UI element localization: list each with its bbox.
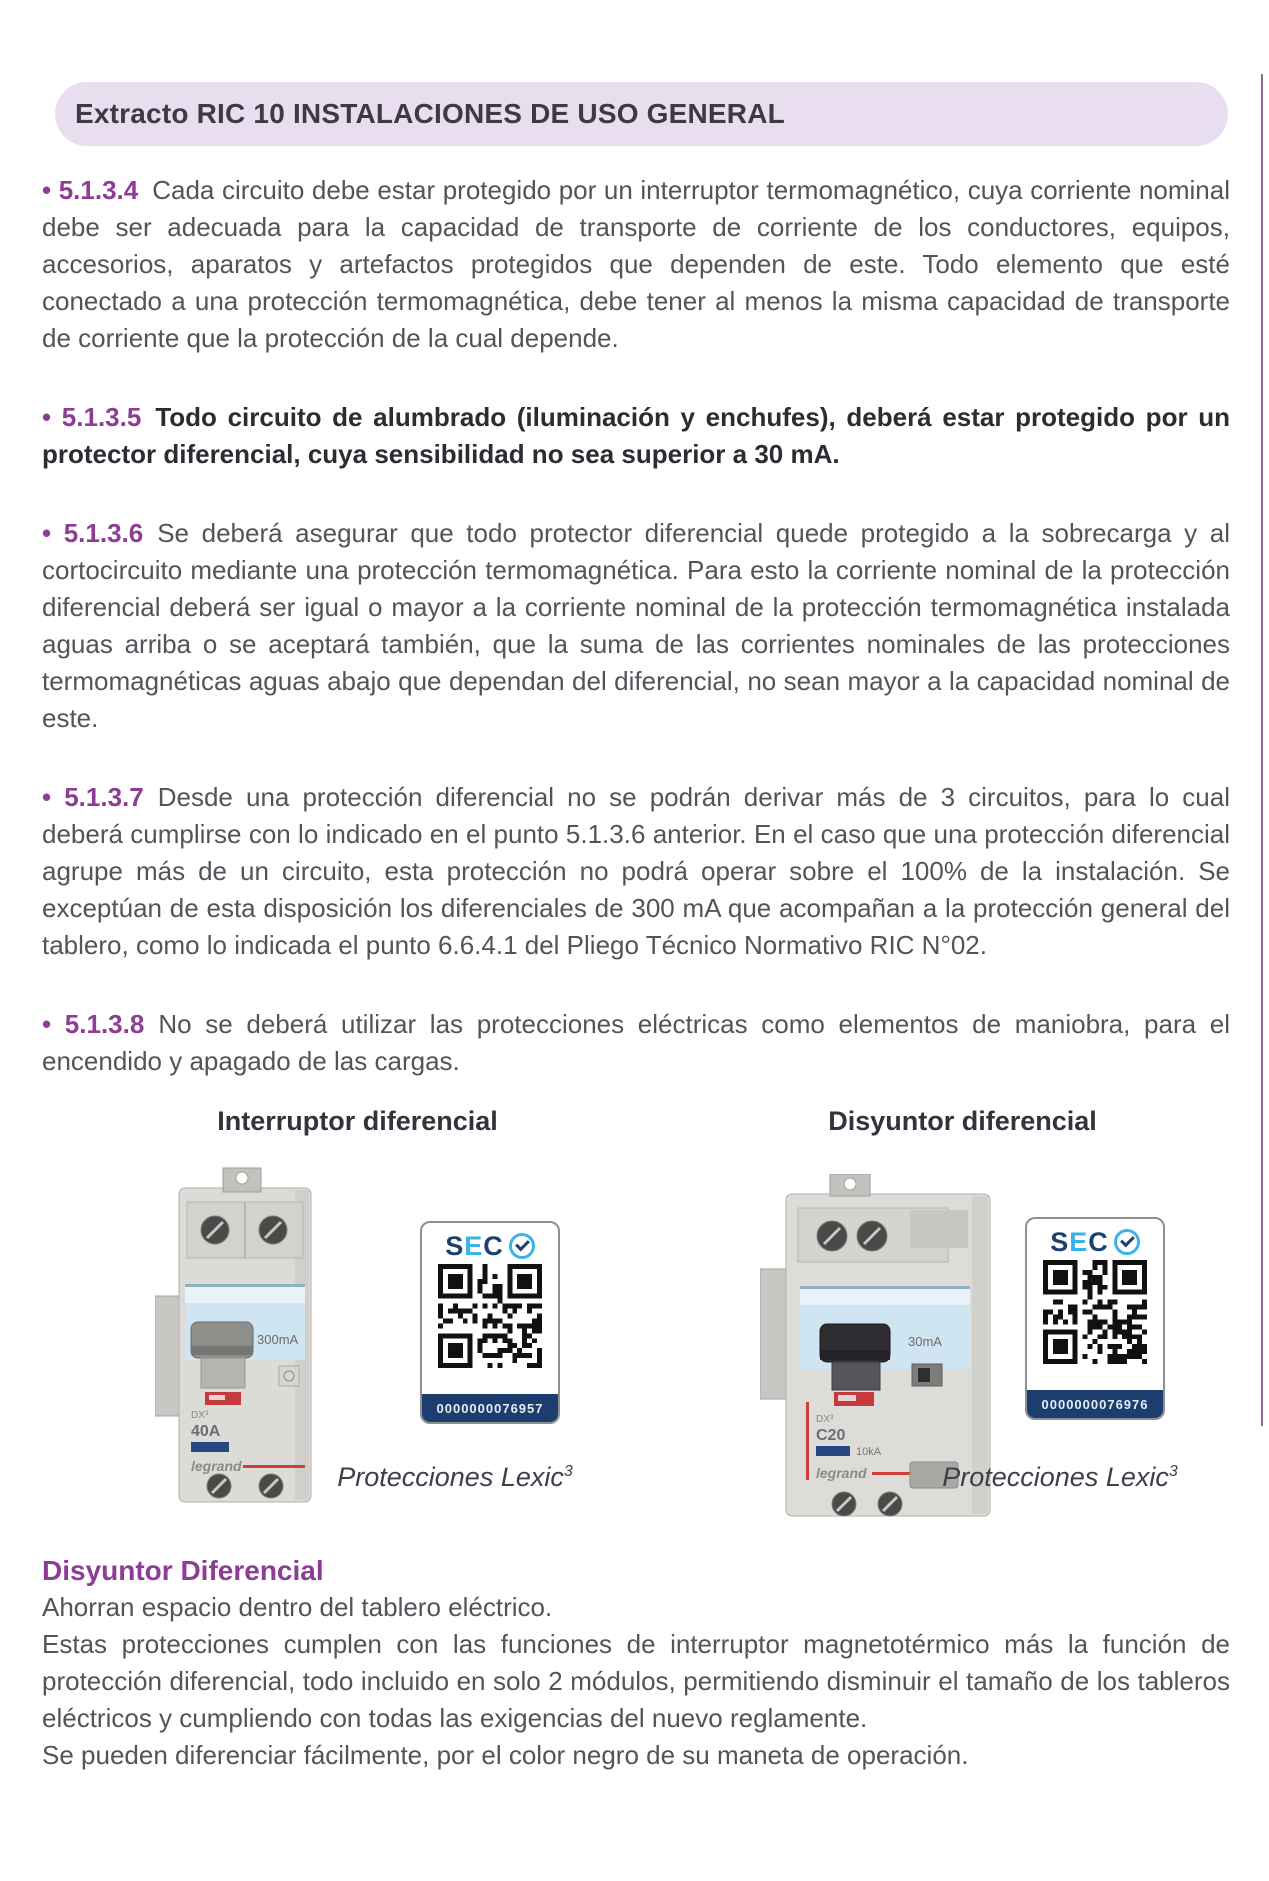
model-marking: DX³ <box>816 1414 834 1425</box>
clause-number: 5.1.3.6 <box>63 518 144 548</box>
clause-text: Todo circuito de alumbrado (iluminación y enchufes), deberá estar protegido por un protector diferencial, cuya sensibilidad no sea superior a 30 mA. <box>42 402 1231 469</box>
subsection-line: Se pueden diferenciar fácilmente, por el color negro de su maneta de operación. <box>42 1740 969 1770</box>
caption-text: Protecciones Lexic <box>337 1462 564 1492</box>
sec-logo-letter: E <box>1069 1227 1089 1257</box>
subsection-paragraph: Estas protecciones cumplen con las funciones de interruptor magnetotérmico más la función de protección diferencial, todo incluido en solo 2 módulos, permitiendo disminuir el tamaño de los tableros eléctricos y cumpliendo con todas las exigencias del nuevo reglamente. <box>42 1629 1230 1733</box>
section-header-bar <box>55 82 1228 146</box>
clause-number: 5.1.3.4 <box>58 175 139 205</box>
clause-text: Se deberá asegurar que todo protector diferencial quede protegido a la sobrecarga y al cortocircuito mediante una protección termomagnética. Para esto la corriente nominal de la protección diferencial deberá ser igual o mayor a la corriente nominal de la protección termomagnética instalada aguas arriba o se aceptará también, que la suma de las corrientes nominales de las protecciones termomagnéticas aguas abajo que dependan del diferencial, no sean mayor a la capacidad nominal de este. <box>42 518 1230 733</box>
check-icon <box>1114 1229 1140 1255</box>
caption-superscript: 3 <box>563 1463 573 1480</box>
brand-marking: legrand <box>191 1458 242 1474</box>
figure-interruptor-diferencial <box>155 1094 573 1536</box>
sec-qr-card <box>1025 1217 1165 1420</box>
bullet-marker: • <box>42 1009 52 1039</box>
clause-5137 <box>42 779 1230 964</box>
bullet-marker: • <box>42 402 52 432</box>
subsection-line: Ahorran espacio dentro del tablero eléctrico. <box>42 1592 553 1622</box>
sec-logo-letter: S <box>1050 1227 1070 1257</box>
caption-superscript: 3 <box>1168 1463 1178 1480</box>
figure-caption <box>335 1462 575 1493</box>
sec-logo-letter: C <box>483 1231 504 1261</box>
bullet-marker: • <box>42 175 52 205</box>
figure-title: Interruptor diferencial <box>217 1106 498 1136</box>
brand-marking: legrand <box>816 1465 867 1481</box>
check-icon <box>509 1233 535 1259</box>
product-figures-row <box>0 1094 1269 1536</box>
figure-title: Disyuntor diferencial <box>828 1106 1097 1136</box>
figure-disyuntor-diferencial <box>760 1094 1178 1536</box>
body-text-column <box>0 172 1269 1080</box>
clause-5138 <box>42 1006 1230 1080</box>
bottom-section <box>0 1552 1269 1774</box>
sec-logo <box>1050 1226 1140 1258</box>
sec-logo <box>445 1230 535 1262</box>
clause-text: Desde una protección diferencial no se podrán derivar más de 3 circuitos, para lo cual deberá cumplirse con lo indicado en el punto 5.1.3.6 anterior. En el caso que una protección diferencial agrupe más de un circuito, esta protección no podrá operar sobre el 100% de la instalación. Se exceptúan de esta disposición los diferenciales de 300 mA que acompañan a la protección general del tablero, como lo indicada el punto 6.6.4.1 del Pliego Técnico Normativo RIC N°02. <box>42 782 1230 960</box>
model-marking: DX³ <box>191 1410 209 1421</box>
rating-marking: C20 <box>816 1427 846 1444</box>
clause-5134 <box>42 172 1230 357</box>
clause-5136 <box>42 515 1230 737</box>
qr-number: 0000000076976 <box>1041 1396 1149 1412</box>
rating-marking: 40A <box>191 1423 221 1440</box>
sec-logo-letter: S <box>445 1231 465 1261</box>
circuit-breaker-image <box>155 1166 313 1504</box>
bullet-marker: • <box>42 518 52 548</box>
sec-logo-letter: E <box>464 1231 484 1261</box>
clause-number: 5.1.3.7 <box>64 782 144 812</box>
qr-number-bar <box>1027 1390 1163 1418</box>
qr-code <box>1043 1260 1147 1364</box>
qr-code <box>438 1264 542 1368</box>
sec-qr-card <box>420 1221 560 1424</box>
subsection-heading: Disyuntor Diferencial <box>42 1555 324 1586</box>
bullet-marker: • <box>42 782 52 812</box>
figure-caption <box>940 1462 1180 1493</box>
clause-text: Cada circuito debe estar protegido por un interruptor termomagnético, cuya corriente nominal debe ser adecuada para la capacidad de transporte de corriente de los conductores, equipos, accesorios, aparatos y artefactos protegidos que dependen de este. Todo elemento que esté conectado a una protección termomagnética, debe tener al menos la misma capacidad de transporte de corriente que la protección de la cual depende. <box>42 175 1230 353</box>
sec-logo-letter: C <box>1088 1227 1109 1257</box>
section-header-title: Extracto RIC 10 INSTALACIONES DE USO GENERAL <box>75 98 785 129</box>
clause-number: 5.1.3.8 <box>64 1009 145 1039</box>
sensitivity-marking: 300mA <box>257 1332 299 1347</box>
caption-text: Protecciones Lexic <box>942 1462 1169 1492</box>
clause-text: No se deberá utilizar las protecciones eléctricas como elementos de maniobra, para el encendido y apagado de las cargas. <box>42 1009 1230 1076</box>
qr-number-bar <box>422 1394 558 1422</box>
clause-number: 5.1.3.5 <box>61 402 142 432</box>
clause-5135 <box>42 399 1230 473</box>
qr-number: 0000000076957 <box>436 1400 544 1416</box>
breaking-capacity-marking: 10kA <box>856 1446 882 1458</box>
sensitivity-marking: 30mA <box>908 1334 942 1349</box>
